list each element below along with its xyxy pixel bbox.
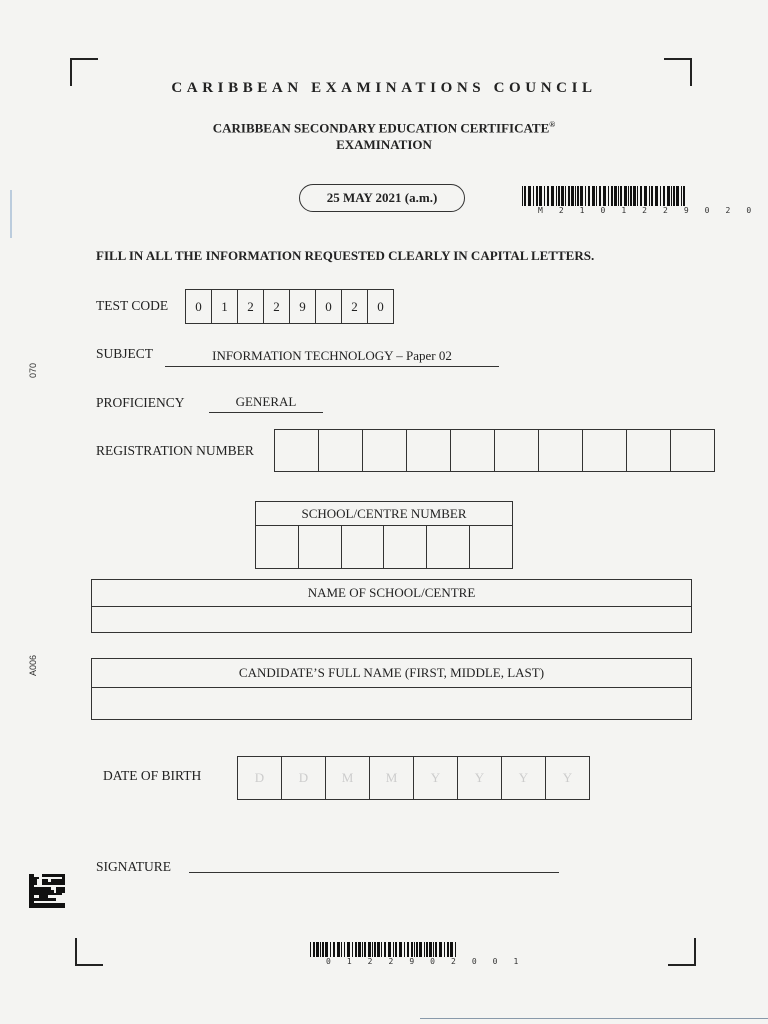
proficiency-value: GENERAL [209, 394, 323, 413]
registration-digit-box[interactable] [319, 430, 363, 471]
barcode-bar [320, 942, 321, 957]
side-code-middle: A006 [28, 654, 38, 676]
barcode-bar [450, 942, 453, 957]
school-centre-number-boxes[interactable] [256, 526, 512, 568]
barcode-bar [344, 942, 346, 957]
barcode-bar [637, 186, 638, 206]
registration-label: REGISTRATION NUMBER [96, 443, 254, 458]
registration-digit-box[interactable] [495, 430, 539, 471]
barcode-bar [377, 942, 380, 957]
barcode-bar [599, 186, 601, 206]
barcode-bar [608, 186, 609, 206]
barcode-bar [603, 186, 606, 206]
barcode-bar [630, 186, 632, 206]
barcode-bar [455, 942, 456, 957]
barcode-bar [585, 186, 586, 206]
barcode-bar [374, 942, 376, 957]
barcode-bar [644, 186, 647, 206]
registration-digit-box[interactable] [407, 430, 451, 471]
barcode-bar [640, 186, 642, 206]
barcode-bar [577, 186, 579, 206]
barcode-bar [395, 942, 397, 957]
subject-label: SUBJECT [96, 346, 154, 361]
date-of-birth-boxes[interactable] [237, 756, 590, 800]
barcode-bar [620, 186, 622, 206]
date-of-birth-label: DATE OF BIRTH [103, 768, 202, 783]
datamatrix-code [29, 874, 65, 908]
school-centre-digit-box[interactable] [256, 526, 299, 568]
registration-digit-box[interactable] [539, 430, 583, 471]
barcode-bar [558, 186, 560, 206]
barcode-bar [330, 942, 331, 957]
candidate-name-field[interactable] [92, 688, 691, 719]
barcode-bar [435, 942, 437, 957]
school-centre-number-label: SCHOOL/CENTRE NUMBER [256, 502, 512, 526]
school-centre-digit-box[interactable] [384, 526, 427, 568]
barcode-bar [416, 942, 418, 957]
candidate-name-label: CANDIDATE’S FULL NAME (FIRST, MIDDLE, LAST) [92, 659, 691, 688]
barcode-bar [414, 942, 415, 957]
registration-digit-box[interactable] [363, 430, 407, 471]
barcode-bar [611, 186, 613, 206]
date-of-birth-digit-box: M [370, 757, 414, 799]
barcode-bar [372, 942, 373, 957]
school-centre-number-section [255, 501, 513, 569]
date-of-birth-digit-box: Y [502, 757, 546, 799]
certificate-title [0, 116, 768, 153]
school-name-section [91, 579, 692, 633]
school-name-label: NAME OF SCHOOL/CENTRE [92, 580, 691, 607]
date-of-birth-digit-box: Y [458, 757, 502, 799]
barcode-bar [588, 186, 590, 206]
barcode-bar [388, 942, 391, 957]
barcode-bar [614, 186, 617, 206]
top-barcode [522, 186, 686, 206]
datamatrix-module [62, 903, 65, 906]
certificate-line1: CARIBBEAN SECONDARY EDUCATION CERTIFICATE [212, 120, 550, 136]
barcode-bar [316, 942, 319, 957]
instruction-text: FILL IN ALL THE INFORMATION REQUESTED CLEARLY IN CAPITAL LETTERS. [96, 248, 595, 263]
school-centre-digit-box[interactable] [470, 526, 512, 568]
signature-line[interactable] [189, 872, 559, 873]
test-code-boxes [185, 289, 394, 324]
barcode-bar [524, 186, 526, 206]
barcode-bar [447, 942, 449, 957]
test-code-digit: 9 [290, 290, 316, 323]
barcode-bar [676, 186, 679, 206]
barcode-bar [429, 942, 432, 957]
certificate-line2: EXAMINATION [336, 137, 432, 153]
date-of-birth-digit-box: Y [414, 757, 458, 799]
registration-digit-box[interactable] [583, 430, 627, 471]
bottom-barcode-caption: 0 1 2 2 9 0 2 0 0 1 [326, 957, 524, 966]
barcode-bar [333, 942, 335, 957]
barcode-bar [358, 942, 361, 957]
barcode-bar [561, 186, 564, 206]
registration-digit-box[interactable] [451, 430, 495, 471]
barcode-bar [404, 942, 405, 957]
school-centre-digit-box[interactable] [299, 526, 342, 568]
barcode-bar [364, 942, 366, 957]
barcode-bar [424, 942, 425, 957]
barcode-bar [384, 942, 386, 957]
barcode-bar [313, 942, 315, 957]
registration-digit-box[interactable] [275, 430, 319, 471]
barcode-bar [528, 186, 531, 206]
date-of-birth-digit-box: M [326, 757, 370, 799]
barcode-bar [651, 186, 653, 206]
council-title: CARIBBEAN EXAMINATIONS COUNCIL [171, 80, 597, 96]
barcode-bar [381, 942, 382, 957]
barcode-bar [522, 186, 523, 206]
barcode-bar [411, 942, 414, 957]
barcode-bar [533, 186, 534, 206]
barcode-bar [568, 186, 570, 206]
barcode-bar [352, 942, 353, 957]
side-code-top: 070 [28, 362, 38, 378]
barcode-bar [649, 186, 650, 206]
barcode-bar [539, 186, 542, 206]
barcode-bar [681, 186, 682, 206]
barcode-bar [551, 186, 554, 206]
test-code-digit: 2 [238, 290, 264, 323]
test-code-digit: 1 [212, 290, 238, 323]
barcode-bar [544, 186, 545, 206]
signature-label: SIGNATURE [96, 859, 172, 874]
exam-date: 25 MAY 2021 (a.m.) [299, 184, 465, 212]
barcode-bar [592, 186, 595, 206]
barcode-bar [426, 942, 428, 957]
barcode-bar [556, 186, 557, 206]
page-edge-line [420, 1018, 768, 1019]
test-code-digit: 0 [377, 299, 384, 314]
barcode-bar [362, 942, 363, 957]
proficiency-label: PROFICIENCY [96, 395, 185, 410]
barcode-bar [444, 942, 445, 957]
barcode-bar [433, 942, 434, 957]
barcode-bar [667, 186, 670, 206]
barcode-bar [393, 942, 394, 957]
barcode-bar [547, 186, 549, 206]
barcode-bar [671, 186, 672, 206]
date-of-birth-digit-box: D [238, 757, 282, 799]
top-barcode-caption: M 2 1 0 1 2 2 9 0 2 0 [538, 206, 757, 215]
barcode-bar [322, 942, 324, 957]
barcode-bar [683, 186, 685, 206]
date-of-birth-digit-box: Y [562, 770, 573, 785]
barcode-bar [565, 186, 566, 206]
barcode-bar [310, 942, 311, 957]
barcode-bar [325, 942, 328, 957]
barcode-bar [624, 186, 627, 206]
date-of-birth-digit-box: D [282, 757, 326, 799]
barcode-bar [660, 186, 661, 206]
barcode-bar [596, 186, 597, 206]
barcode-bar [536, 186, 538, 206]
corner-mark-bottom-left [75, 938, 103, 966]
barcode-bar [368, 942, 371, 957]
registration-digit-box[interactable] [671, 430, 714, 471]
barcode-bar [655, 186, 658, 206]
barcode-bar [419, 942, 422, 957]
barcode-bar [673, 186, 675, 206]
corner-mark-bottom-right [668, 938, 696, 966]
barcode-bar [337, 942, 340, 957]
barcode-bar [341, 942, 342, 957]
registration-digit-box[interactable] [627, 430, 671, 471]
barcode-bar [407, 942, 409, 957]
barcode-bar [399, 942, 402, 957]
test-code-digit: 0 [316, 290, 342, 323]
school-name-field[interactable] [92, 607, 691, 632]
barcode-bar [439, 942, 442, 957]
test-code-label: TEST CODE [96, 298, 169, 313]
candidate-name-section [91, 658, 692, 720]
barcode-bar [580, 186, 583, 206]
registered-mark: ® [549, 120, 556, 129]
barcode-bar [628, 186, 629, 206]
school-centre-digit-box[interactable] [427, 526, 470, 568]
subject-value: INFORMATION TECHNOLOGY – Paper 02 [165, 348, 499, 367]
barcode-bar [618, 186, 619, 206]
test-code-digit: 0 [186, 290, 212, 323]
barcode-bar [663, 186, 665, 206]
test-code-digit: 2 [342, 290, 368, 323]
bottom-barcode [310, 942, 458, 957]
school-centre-digit-box[interactable] [342, 526, 385, 568]
barcode-bar [633, 186, 636, 206]
registration-number-boxes[interactable] [274, 429, 715, 472]
barcode-bar [571, 186, 574, 206]
barcode-bar [347, 942, 350, 957]
barcode-bar [355, 942, 357, 957]
scan-edge-mark [10, 190, 12, 238]
barcode-bar [575, 186, 576, 206]
test-code-digit: 2 [264, 290, 290, 323]
